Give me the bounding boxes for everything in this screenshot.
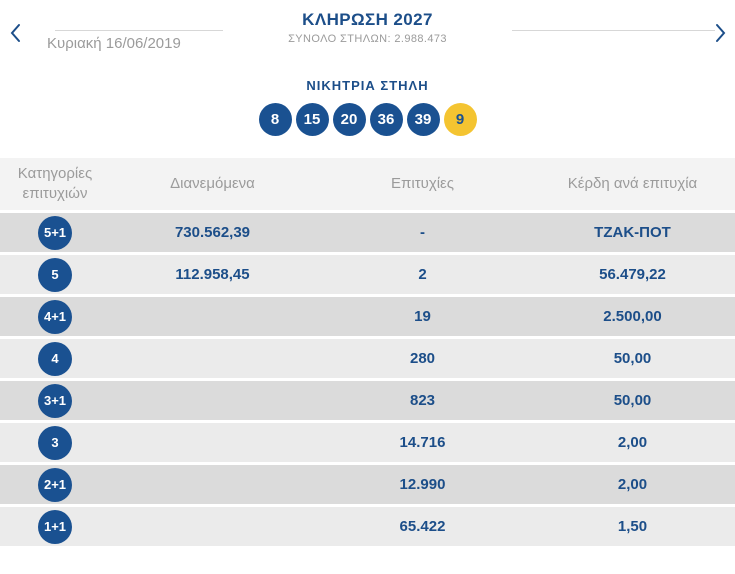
category-badge: 1+1 <box>38 510 72 544</box>
winning-column-title: ΝΙΚΗΤΡΙΑ ΣΤΗΛΗ <box>306 78 429 93</box>
table-row <box>0 294 735 336</box>
table-row <box>0 504 735 546</box>
prize-value: ΤΖΑΚ-ΠΟΤ <box>594 224 671 241</box>
winners-value: 14.716 <box>399 434 446 451</box>
prize-value: 50,00 <box>613 392 652 409</box>
table-row <box>0 420 735 462</box>
table-row <box>0 378 735 420</box>
category-badge: 4 <box>38 342 72 376</box>
prize-value: 50,00 <box>613 350 652 367</box>
table-row <box>0 210 735 252</box>
winners-value: 280 <box>409 350 436 367</box>
table-row <box>0 252 735 294</box>
prize-table <box>0 158 735 546</box>
category-badge: 5+1 <box>38 216 72 250</box>
prev-draw-divider <box>55 30 223 31</box>
prev-draw-date: Κυριακή 16/06/2019 <box>47 35 181 52</box>
col-header-winners: Επιτυχίες <box>391 174 454 192</box>
category-badge: 4+1 <box>38 300 72 334</box>
winners-value: 19 <box>414 308 431 325</box>
winning-number-ball: 36 <box>370 103 403 136</box>
category-badge: 3 <box>38 426 72 460</box>
col-header-categories: Κατηγορίες επιτυχιών <box>17 164 93 202</box>
winners-value: 12.990 <box>399 476 446 493</box>
prize-value: 2,00 <box>617 476 648 493</box>
winning-number-ball: 15 <box>296 103 329 136</box>
winners-value: 2 <box>418 266 427 283</box>
distributed-value: 730.562,39 <box>174 224 251 241</box>
prize-value: 56.479,22 <box>599 266 666 283</box>
winning-number-ball: 39 <box>407 103 440 136</box>
prize-value: 2.500,00 <box>603 308 662 325</box>
table-row <box>0 336 735 378</box>
next-draw-button[interactable] <box>707 20 733 46</box>
winning-number-ball: 8 <box>259 103 292 136</box>
table-row <box>0 462 735 504</box>
winning-number-ball: 20 <box>333 103 366 136</box>
prize-value: 2,00 <box>617 434 648 451</box>
next-draw-divider <box>512 30 715 31</box>
winners-value: - <box>420 224 425 241</box>
category-badge: 5 <box>38 258 72 292</box>
category-badge: 3+1 <box>38 384 72 418</box>
joker-number-ball: 9 <box>444 103 477 136</box>
draw-title: ΚΛΗΡΩΣΗ 2027 <box>302 10 433 29</box>
col-header-prize-per-win: Κέρδη ανά επιτυχία <box>567 174 698 192</box>
col-header-distributed: Διανεμόμενα <box>170 174 255 192</box>
winners-value: 65.422 <box>399 518 446 535</box>
chevron-right-icon <box>714 22 727 44</box>
winning-numbers <box>0 103 735 136</box>
total-columns-label: ΣΥΝΟΛΟ ΣΤΗΛΩΝ: 2.988.473 <box>288 33 447 45</box>
distributed-value: 112.958,45 <box>175 266 250 283</box>
prize-table-header <box>0 158 735 210</box>
prize-value: 1,50 <box>617 518 648 535</box>
winners-value: 823 <box>409 392 436 409</box>
category-badge: 2+1 <box>38 468 72 502</box>
